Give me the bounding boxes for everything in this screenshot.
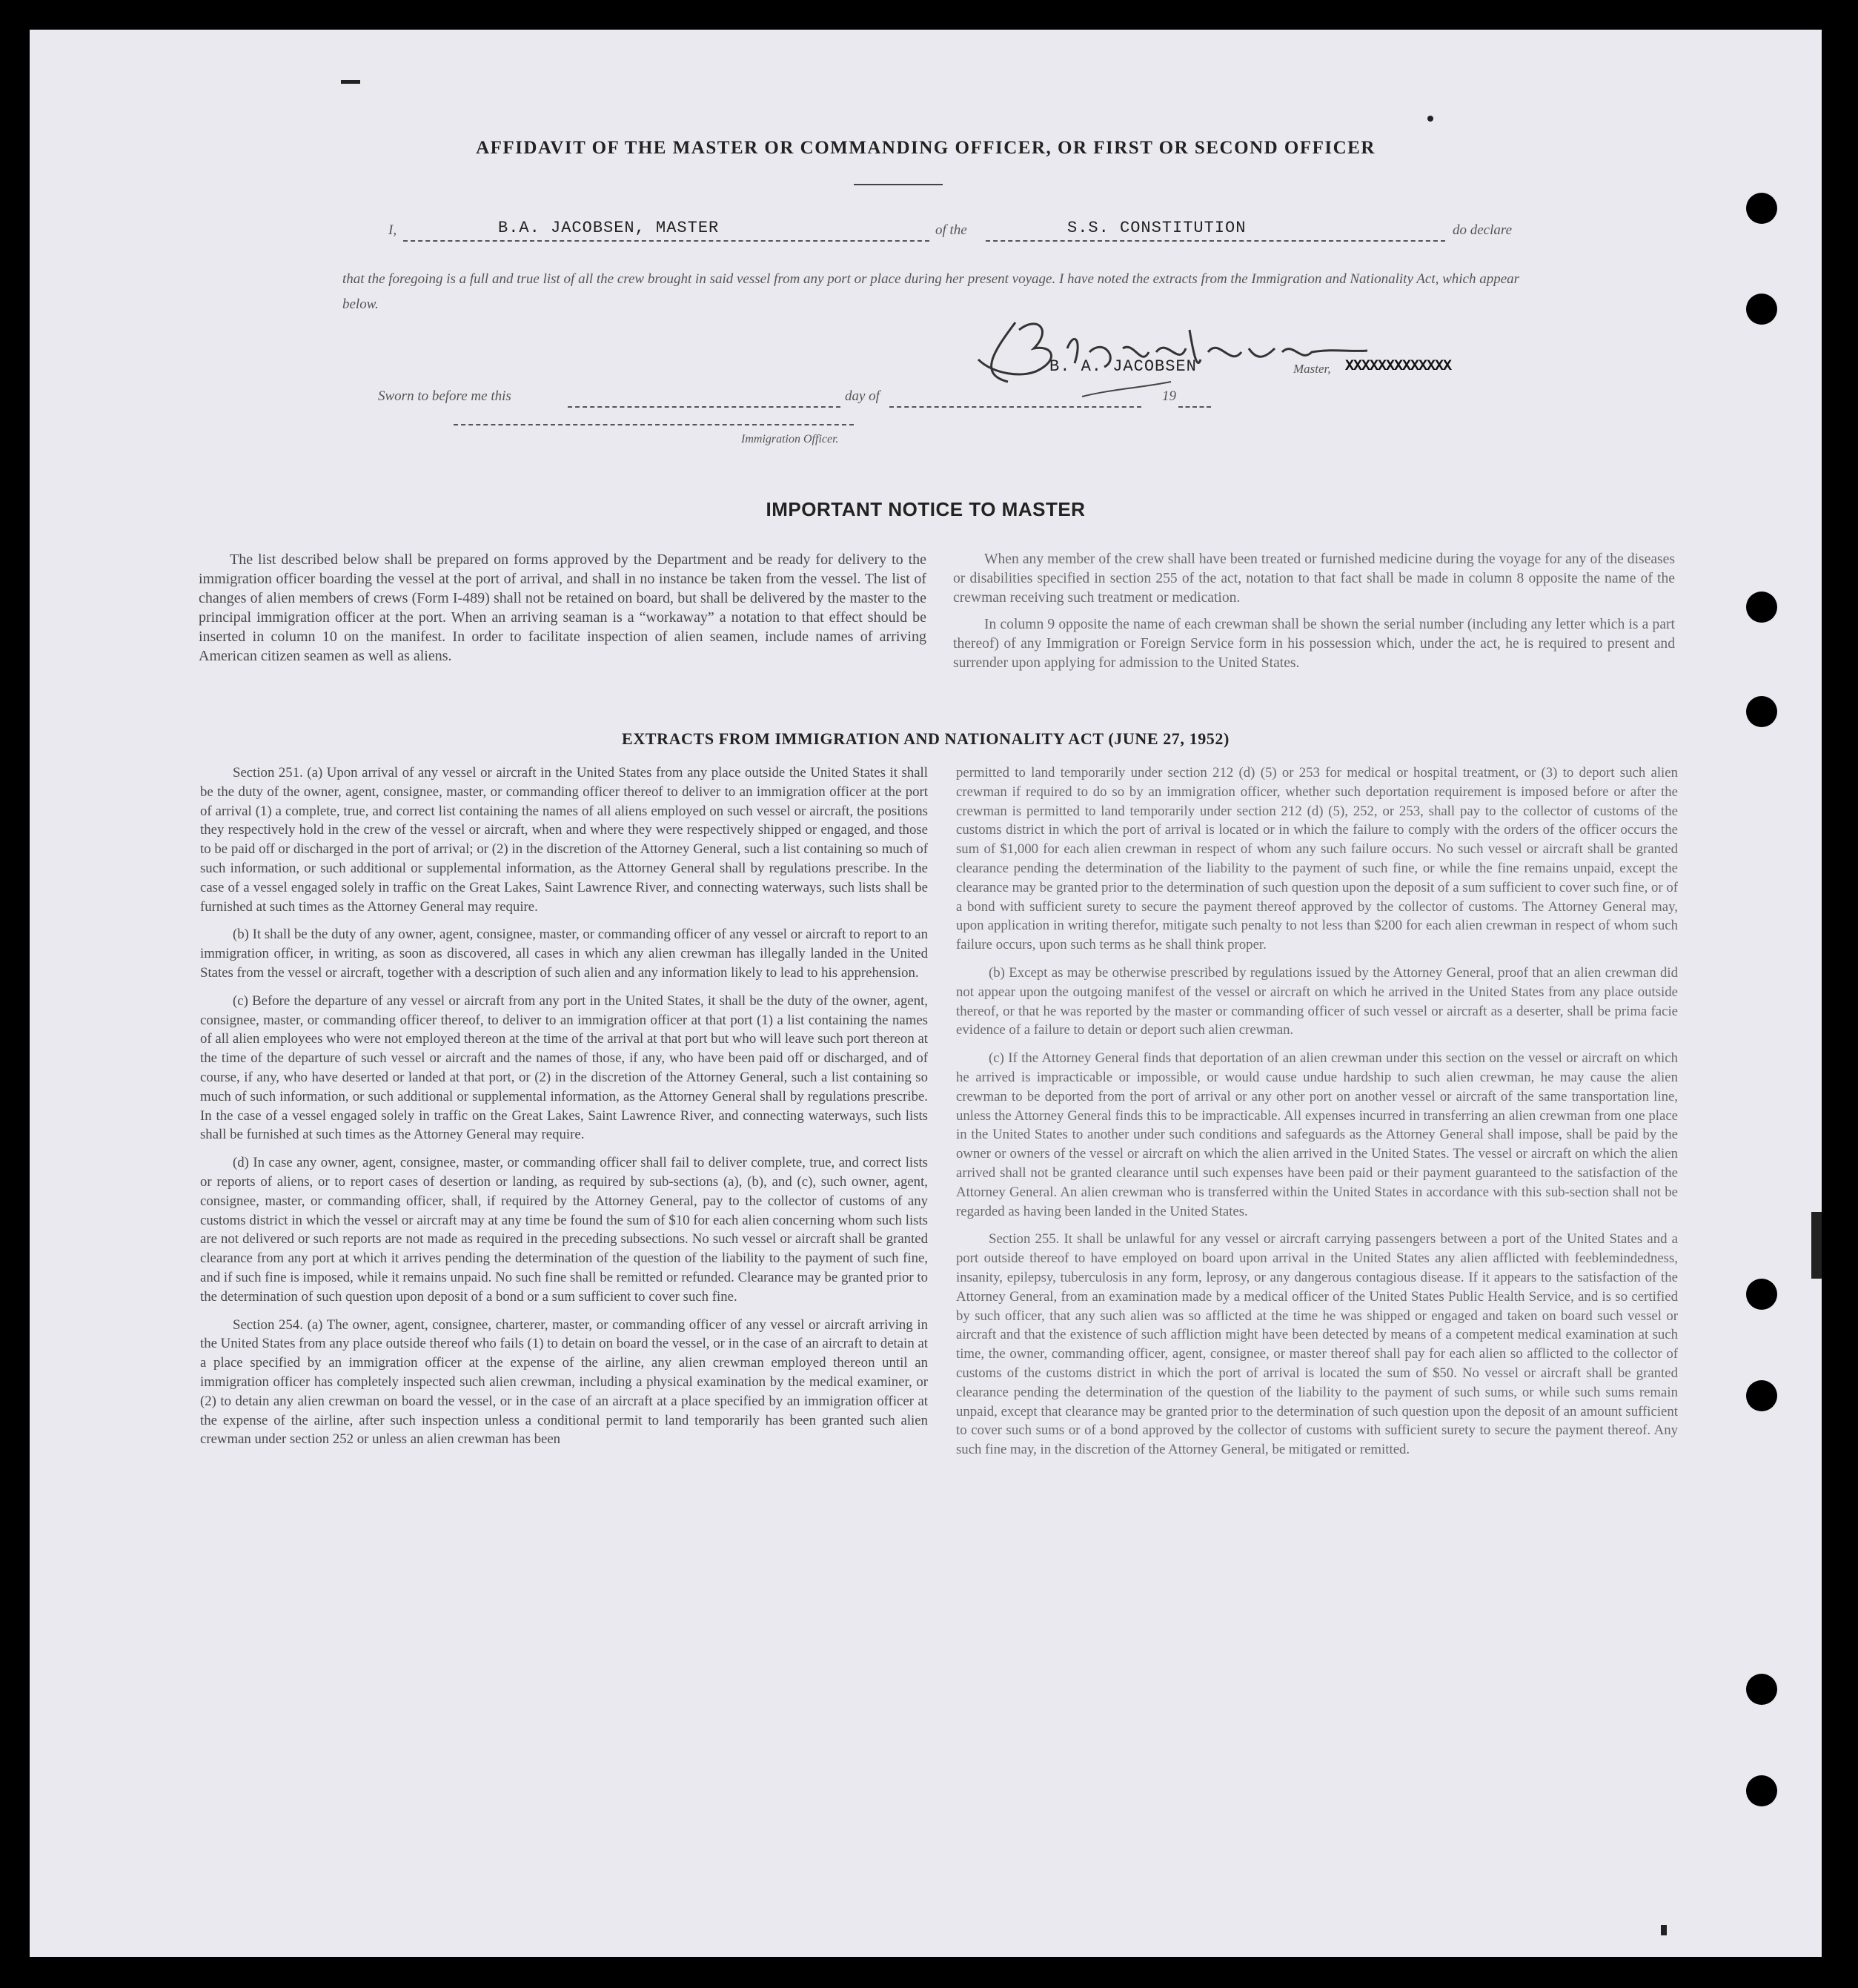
section-254a-continued: permitted to land temporarily under section 212 (d) (5) or 253 for medical or hospital treatment, or (3) to deport such alien crewman if required to do so by an immigration officer, whether such deportation requirement is imposed before or after the crewman is permitted to land temporarily under section 212 (d) (5), 252, or 253, shall pay to the collector of customs of the customs district in which the port of arrival is located or in which the failure to comply with the orders of the officer occurs the sum of $1,000 for each alien crewman in respect of whom any such failure occurs. No such vessel or aircraft shall be granted clearance pending the determination of the liability to the payment of such fine, or while the fine remains unpaid, except the clearance may be granted prior to the determination of such question upon the deposit of a sum sufficient to cover such fine, or of a bond with sufficient surety to secure the payment thereof approved by the collector of customs. The Attorney General may, upon application in writing therefor, mitigate such penalty to not less than $200 for each alien crewman in respect of whom such failure occurs, upon such terms as he shall think proper. xyxy=(956,765,1678,953)
punch-hole xyxy=(1746,1674,1777,1705)
section-251b: (b) It shall be the duty of any owner, agent, consignee, master, or commanding officer of any vessel or aircraft to report to an immigration officer, in writing, as soon as discovered, all cases in which any alien crewman has illegally landed in the United States from the vessel or aircraft, together with a description of such alien and any information likely to lead to his apprehension. xyxy=(200,927,928,981)
declaration-line xyxy=(342,213,1528,243)
declaration-statement: that the foregoing is a full and true list of all the crew brought in said vessel from any port or place during her present voyage. I have noted the extracts from the Immigration and Nationality Act, which appear below. xyxy=(342,271,1520,312)
sworn-label: Sworn to before me this xyxy=(378,388,511,404)
punch-hole xyxy=(1746,193,1777,224)
section-251a: Section 251. (a) Upon arrival of any vessel or aircraft in the United States from any place outside the United States it shall be the duty of the owner, agent, consignee, master, or commanding officer thereof to deliver to an immigration officer at the port of arrival (1) a complete, true, and correct list containing the names of all aliens employed on such vessel or aircraft, the positions they respectively hold in the crew of the vessel or aircraft, when and where they were respectively shipped or engaged, and those to be paid off or discharged in the port of arrival; or (2) in the discretion of the Attorney General, such a list containing so much of such information, or such additional or supplemental information, as the Attorney General shall by regulations prescribe. In the case of a vessel engaged solely in traffic on the Great Lakes, Saint Lawrence River, and connecting waterways, such lists shall be furnished at such times as the Attorney General may require. xyxy=(200,765,928,915)
extracts-left-column xyxy=(200,763,928,1458)
i-label: I, xyxy=(388,222,397,238)
declarant-name: B.A. JACOBSEN, MASTER xyxy=(498,219,720,237)
sworn-month-field xyxy=(889,406,1141,408)
punch-hole xyxy=(1746,696,1777,727)
section-254c: (c) If the Attorney General finds that deportation of an alien crewman under this section on the vessel or aircraft on which he arrived is impracticable or impossible, or would cause undue hardship to such alien crewman, he may cause the alien crewman to be deported from the port of arrival or any other port on another vessel or aircraft of the same transportation line, unless the Attorney General finds this to be impracticable. All expenses incurred in transferring an alien crewman from one place in the United States to another under such conditions and safeguards as the Attorney General shall impose, shall be paid by the owner or owners of the vessel or aircraft on which the alien arrived in the United States. The vessel or aircraft on which the alien arrived shall not be granted clearance until such expenses have been paid or their payment guaranteed to the satisfaction of the Attorney General. An alien crewman who is transferred within the United States in accordance with this sub-section shall not be regarded as having been landed in the United States. xyxy=(956,1050,1678,1219)
extracts-right-column xyxy=(956,763,1678,1468)
scan-speck xyxy=(1427,116,1433,122)
notice-right-column xyxy=(953,550,1675,680)
signature-name: B. A. JACOBSEN xyxy=(1049,357,1197,376)
extracts-title: EXTRACTS FROM IMMIGRATION AND NATIONALITY ACT (JUNE 27, 1952) xyxy=(622,729,1230,748)
sworn-day-field xyxy=(568,406,840,408)
punch-hole xyxy=(1746,1775,1777,1806)
punch-hole xyxy=(1746,294,1777,325)
immigration-officer-label: Immigration Officer. xyxy=(741,433,839,445)
scan-speck xyxy=(1811,1212,1822,1279)
of-the-label: of the xyxy=(935,222,967,238)
immigration-officer-signature-line xyxy=(454,424,854,425)
punch-hole xyxy=(1746,592,1777,623)
punch-hole xyxy=(1746,1380,1777,1411)
section-255: Section 255. It shall be unlawful for any vessel or aircraft carrying passengers between a port of the United States and a port outside thereof to have employed on board upon arrival in the United States any alien afflicted with feeblemindedness, insanity, epilepsy, tuberculosis in any form, leprosy, or any dangerous contagious disease. If it appears to the satisfaction of the Attorney General, from an examination made by a medical officer of the United States Public Health Service, and is so certified by such officer, that any such alien was so afflicted at the time he was shipped or engaged and taken on board such vessel or aircraft and that the existence of such affliction might have been detected by means of a competent medical examination at such time, the owner, commanding officer, agent, consignee, or master thereof shall pay for each alien so afflicted to the collector of customs of the customs district in which the port of arrival is located the sum of $50. No vessel or aircraft shall be granted clearance pending the determination of the question of the liability to the payment of such sums, or while such sums remain unpaid, except that clearance may be granted prior to the determination of such question upon the deposit of an amount sufficient to cover such sums or of a bond approved by the collector of customs with sufficient surety to secure the payment thereof. Any such fine may, in the discretion of the Attorney General, be mitigated or remitted. xyxy=(956,1231,1678,1458)
vessel-name: S.S. CONSTITUTION xyxy=(1067,219,1247,237)
section-251c: (c) Before the departure of any vessel or aircraft from any port in the United States, it shall be the duty of the owner, agent, consignee, master, or commanding officer thereof, to deliver to an immigration officer at that port (1) a list containing the names of all alien employees who were not employed thereon at the time of the arrival at that port but who will leave such port thereon at the time of the departure of such vessel or aircraft and the names of those, if any, who have been paid off or discharged, and of course, if any, who have deserted or landed at that port, or (2) in the discretion of the Attorney General, such a list containing so much of such information, or such additional or supplemental information, as the Attorney General shall by regulations prescribe. In the case of a vessel engaged solely in traffic on the Great Lakes, Saint Lawrence River, and connecting waterways, such lists shall be furnished at such times as the Attorney General may require. xyxy=(200,993,928,1143)
vessel-field xyxy=(986,240,1445,242)
notice-paragraph: When any member of the crew shall have been treated or furnished medicine during the voyage for any of the diseases or disabilities specified in section 255 of the act, notation to that fact shall be made in column 8 opposite the name of the crewman receiving such treatment or medication. xyxy=(953,551,1675,606)
notice-paragraph: In column 9 opposite the name of each crewman shall be shown the serial number (including any letter which is a part thereof) of any Immigration or Foreign Service form in his possession which, under the act, he is required to present and surrender upon applying for admission to the United States. xyxy=(953,617,1675,671)
scan-speck xyxy=(341,80,360,84)
struck-out-title: XXXXXXXXXXXXX xyxy=(1345,358,1452,375)
section-254b: (b) Except as may be otherwise prescribed by regulations issued by the Attorney General, proof that an alien crewman did not appear upon the outgoing manifest of the vessel or aircraft on which he arrived in the United States from any place outside thereof, or that he was reported by the master or commanding officer of such vessel or aircraft as a deserter, shall be prima facie evidence of a failure to detain or deport such alien crewman. xyxy=(956,964,1678,1038)
scan-speck xyxy=(1661,1925,1667,1935)
title-divider xyxy=(854,184,943,185)
year-label: 19 xyxy=(1162,388,1176,404)
sworn-line xyxy=(378,382,1215,409)
affidavit-title: AFFIDAVIT OF THE MASTER OR COMMANDING OFFICER, OR FIRST OR SECOND OFFICER xyxy=(476,138,1376,158)
notice-paragraph: The list described below shall be prepared on forms approved by the Department and be ready for delivery to the immigration officer boarding the vessel at the port of arrival, and shall in no instance be taken from the vessel. The list of changes of alien members of crews (Form I-489) shall not be retained on board, but shall be delivered by the master to the principal immigration officer at the port. When an arriving seaman is a “workaway” a notation to that effect should be inserted in column 10 on the manifest. In order to facilitate inspection of alien seamen, include names of arriving American citizen seamen as well as aliens. xyxy=(199,551,926,664)
do-declare-label: do declare xyxy=(1453,222,1513,238)
document-page xyxy=(30,30,1822,1957)
notice-title: IMPORTANT NOTICE TO MASTER xyxy=(766,498,1086,520)
section-251d: (d) In case any owner, agent, consignee, master, or commanding officer shall fail to deliver complete, true, and correct lists or reports of aliens, or to report cases of desertion or landing, as required by sub-sections (a), (b), and (c), such owner, agent, consignee, master, or commanding officer, shall, if required by the Attorney General, pay to the collector of customs of any customs district in which the vessel or aircraft may at any time be found the sum of $10 for each alien concerning whom such lists are not delivered or such reports are not made as required in the preceding subsections. No such vessel or aircraft shall be granted clearance from any port at which it arrives pending the determination of the question of the liability to the payment of such fine, and if such fine is imposed, while it remains unpaid. No such fine shall be remitted or refunded. Clearance may be granted prior to the determination of such question upon deposit of a bond or a sum sufficient to cover such fine. xyxy=(200,1155,928,1305)
notice-left-column xyxy=(199,550,926,673)
sworn-year-field xyxy=(1178,406,1211,408)
master-label: Master, xyxy=(1293,362,1331,376)
day-of-label: day of xyxy=(845,388,880,404)
section-254a: Section 254. (a) The owner, agent, consignee, charterer, master, or commanding officer of any vessel or aircraft arriving in the United States from any place outside thereof who fails (1) to detain on board the vessel, or in the case of an aircraft to detain at a place specified by an immigration officer at the expense of the airline, any alien crewman employed thereon until an immigration officer has completely inspected such alien crewman, including a physical examination by the medical examiner, or (2) to detain any alien crewman on board the vessel, or in the case of an aircraft at a place specified by an immigration officer at the expense of the airline, after such inspection unless a conditional permit to land temporarily has been granted such alien crewman under section 252 or unless an alien crewman has been xyxy=(200,1316,928,1448)
declarant-field xyxy=(403,240,929,242)
punch-hole xyxy=(1746,1279,1777,1310)
